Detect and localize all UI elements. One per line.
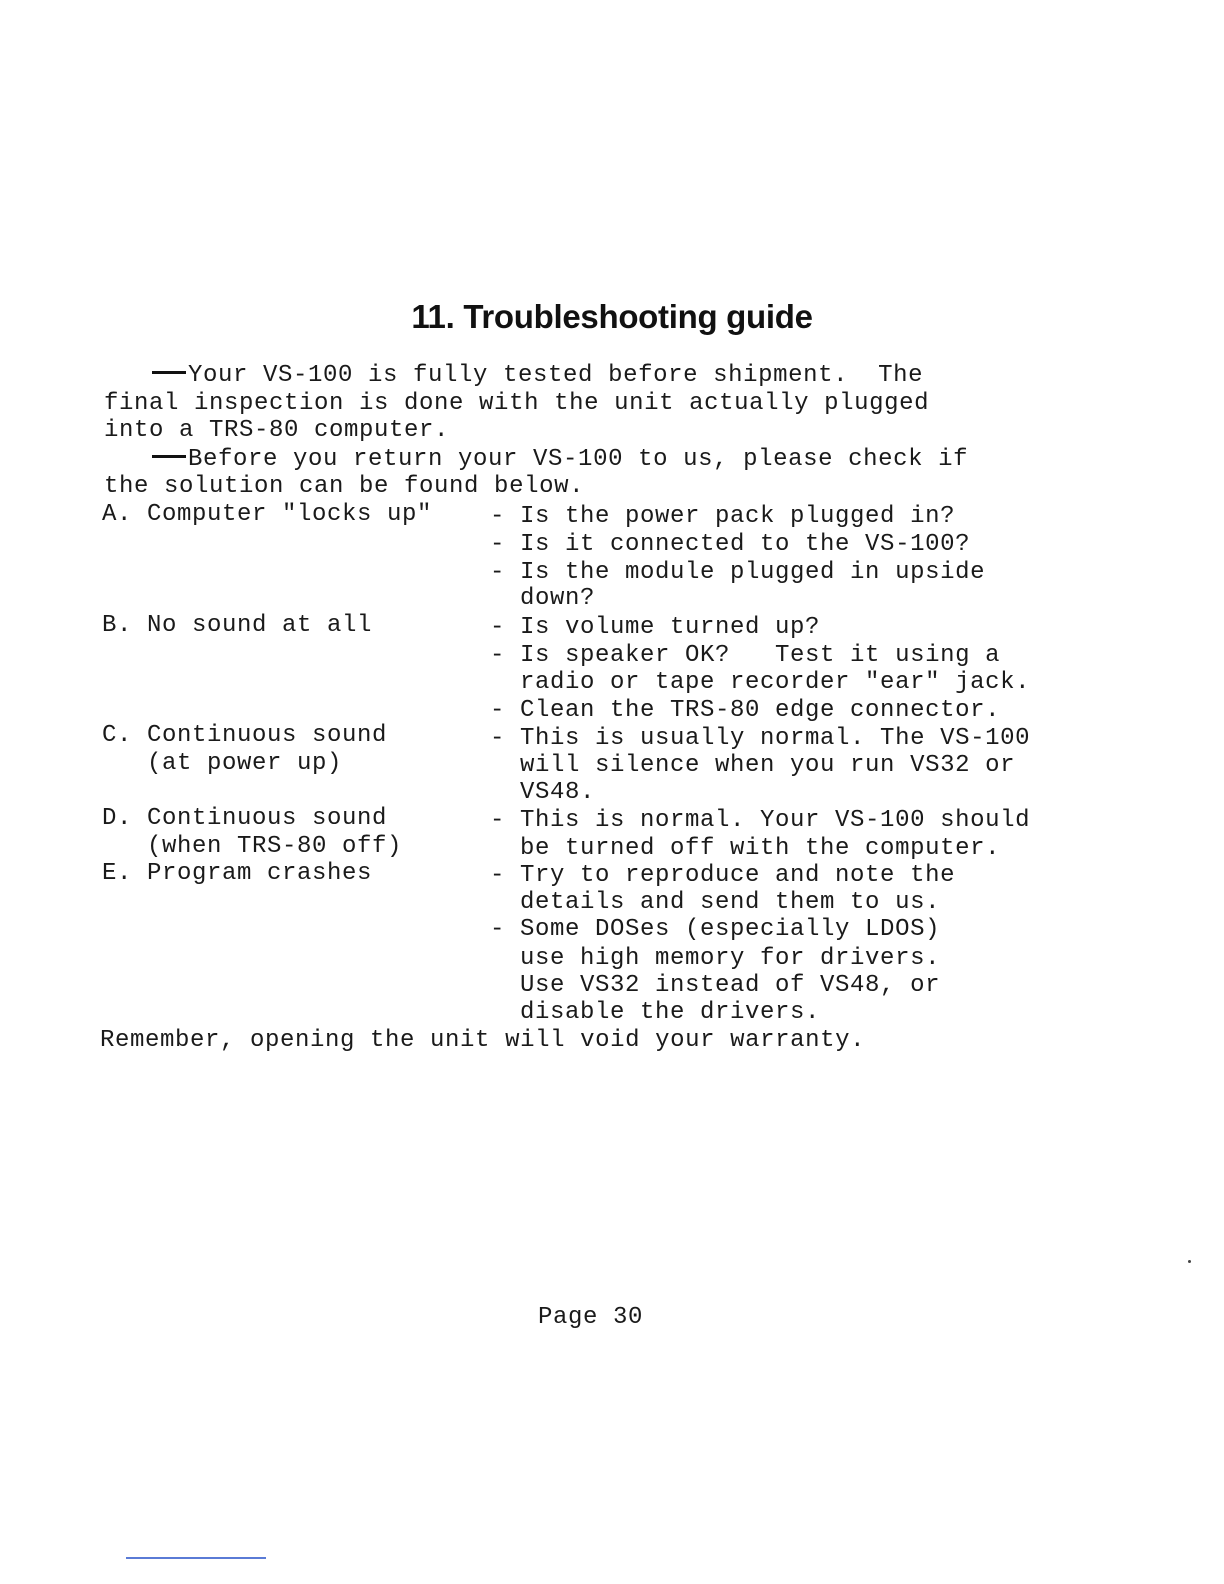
problem-c-solution-1-line-2: will silence when you run VS32 or: [490, 752, 1016, 779]
problem-a-solution-2: - Is it connected to the VS-100?: [490, 531, 971, 558]
problem-c-label-line-2: (at power up): [102, 750, 343, 777]
problem-d-solution-1-line-1: - This is normal. Your VS-100 should: [490, 807, 1031, 834]
problem-a-label: A. Computer "locks up": [102, 501, 433, 528]
closing-remark: Remember, opening the unit will void your warranty.: [100, 1027, 866, 1054]
scan-speck: [1188, 1260, 1191, 1263]
problem-b-solution-3: - Clean the TRS-80 edge connector.: [490, 697, 1001, 724]
problem-c-solution-1-line-1: - This is usually normal. The VS-100: [490, 725, 1031, 752]
arrow-dash-icon: [152, 455, 186, 458]
section-heading: 11. Troubleshooting guide: [411, 298, 813, 335]
problem-b-solution-2-line-1: - Is speaker OK? Test it using a: [490, 642, 1001, 669]
problem-c-label-line-1: C. Continuous sound: [102, 722, 388, 749]
intro-p1-line-1: [152, 362, 923, 390]
problem-e-solution-2-line-4: disable the drivers.: [490, 999, 821, 1026]
problem-d-label-line-1: D. Continuous sound: [102, 805, 388, 832]
problem-d-label-line-2: (when TRS-80 off): [102, 833, 403, 860]
problem-a-solution-3-line-2: down?: [490, 585, 596, 612]
problem-c-solution-1-line-3: VS48.: [490, 779, 596, 806]
problem-a-solution-3-line-1: - Is the module plugged in upside: [490, 559, 986, 586]
problem-e-solution-2-line-2: use high memory for drivers.: [490, 945, 941, 972]
page-number: Page 30: [538, 1304, 644, 1331]
intro-p1-line-2: final inspection is done with the unit actually plugged: [104, 390, 930, 417]
problem-d-solution-1-line-2: be turned off with the computer.: [490, 835, 1001, 862]
intro-p1-line-3: into a TRS-80 computer.: [104, 417, 450, 444]
arrow-dash-icon: [152, 371, 186, 374]
intro-p2-line-2: the solution can be found below.: [104, 473, 585, 500]
problem-b-solution-1: - Is volume turned up?: [490, 614, 821, 641]
problem-e-label: E. Program crashes: [102, 860, 373, 887]
problem-e-solution-2-line-3: Use VS32 instead of VS48, or: [490, 972, 941, 999]
problem-e-solution-2-line-1: - Some DOSes (especially LDOS): [490, 916, 941, 943]
problem-e-solution-1-line-1: - Try to reproduce and note the: [490, 862, 956, 889]
scan-edge-mark: [126, 1557, 266, 1559]
problem-b-label: B. No sound at all: [102, 612, 373, 639]
problem-e-solution-1-line-2: details and send them to us.: [490, 889, 941, 916]
problem-b-solution-2-line-2: radio or tape recorder "ear" jack.: [490, 669, 1031, 696]
intro-p2-line-1: [152, 446, 968, 474]
intro-p2-line-1-text: Before you return your VS-100 to us, please check if: [188, 446, 969, 473]
problem-a-solution-1: - Is the power pack plugged in?: [490, 503, 956, 530]
intro-p1-line-1-text: Your VS-100 is fully tested before shipment. The: [188, 362, 924, 389]
